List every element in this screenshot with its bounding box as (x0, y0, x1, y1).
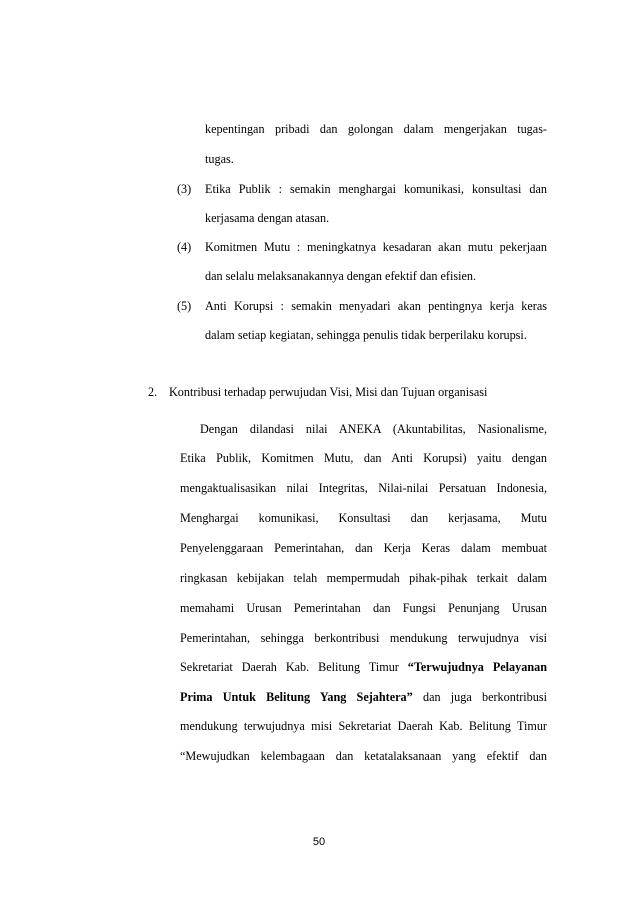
list-line: kerjasama dengan atasan. (205, 211, 330, 225)
paragraph-line: memahami Urusan Pemerintahan dan Fungsi Penunjang Urusan (180, 601, 547, 615)
paragraph-line: ringkasan kebijakan telah mempermudah pihak-pihak terkait dalam (180, 571, 547, 585)
list-line: Anti Korupsi : semakin menyadari akan pentingnya kerja keras (205, 299, 547, 313)
paragraph-line: Dengan dilandasi nilai ANEKA (Akuntabilitas, Nasionalisme, (200, 422, 547, 436)
list-item-number: (3) (177, 182, 192, 196)
paragraph-line: Menghargai komunikasi, Konsultasi dan kerjasama, Mutu (180, 511, 547, 525)
paragraph-line: Penyelenggaraan Pemerintahan, dan Kerja Keras dalam membuat (180, 541, 547, 555)
vision-quote: Prima Untuk Belitung Yang Sejahtera” (180, 690, 413, 704)
vision-quote: “Terwujudnya Pelayanan (407, 660, 547, 674)
list-line: kepentingan pribadi dan golongan dalam mengerjakan tugas- (205, 122, 547, 136)
list-item-number: (5) (177, 299, 192, 313)
paragraph-line: “Mewujudkan kelembagaan dan ketatalaksanaan yang efektif dan (180, 749, 547, 763)
paragraph-line: Etika Publik, Komitmen Mutu, dan Anti Korupsi) yaitu dengan (180, 451, 547, 465)
paragraph-line: mengaktualisasikan nilai Integritas, Nilai-nilai Persatuan Indonesia, (180, 481, 547, 495)
page-number: 50 (312, 836, 326, 848)
list-item-number: (4) (177, 240, 192, 254)
section-number: 2. (148, 385, 158, 399)
paragraph-line: mendukung terwujudnya misi Sekretariat Daerah Kab. Belitung Timur (180, 719, 547, 733)
list-line: dalam setiap kegiatan, sehingga penulis tidak berperilaku korupsi. (205, 328, 527, 342)
paragraph-line (180, 659, 547, 675)
paragraph-line: Pemerintahan, sehingga berkontribusi mendukung terwujudnya visi (180, 631, 547, 645)
list-line: Etika Publik : semakin menghargai komunikasi, konsultasi dan (205, 182, 547, 196)
section-heading: Kontribusi terhadap perwujudan Visi, Misi dan Tujuan organisasi (169, 385, 488, 399)
paragraph-line (180, 689, 547, 705)
list-line: dan selalu melaksanakannya dengan efektif dan efisien. (205, 269, 477, 283)
list-line: Komitmen Mutu : meningkatnya kesadaran akan mutu pekerjaan (205, 240, 547, 254)
paragraph-text: Sekretariat Daerah Kab. Belitung Timur (180, 660, 408, 674)
paragraph-text: dan juga berkontribusi (412, 690, 547, 704)
list-line: tugas. (205, 152, 234, 166)
